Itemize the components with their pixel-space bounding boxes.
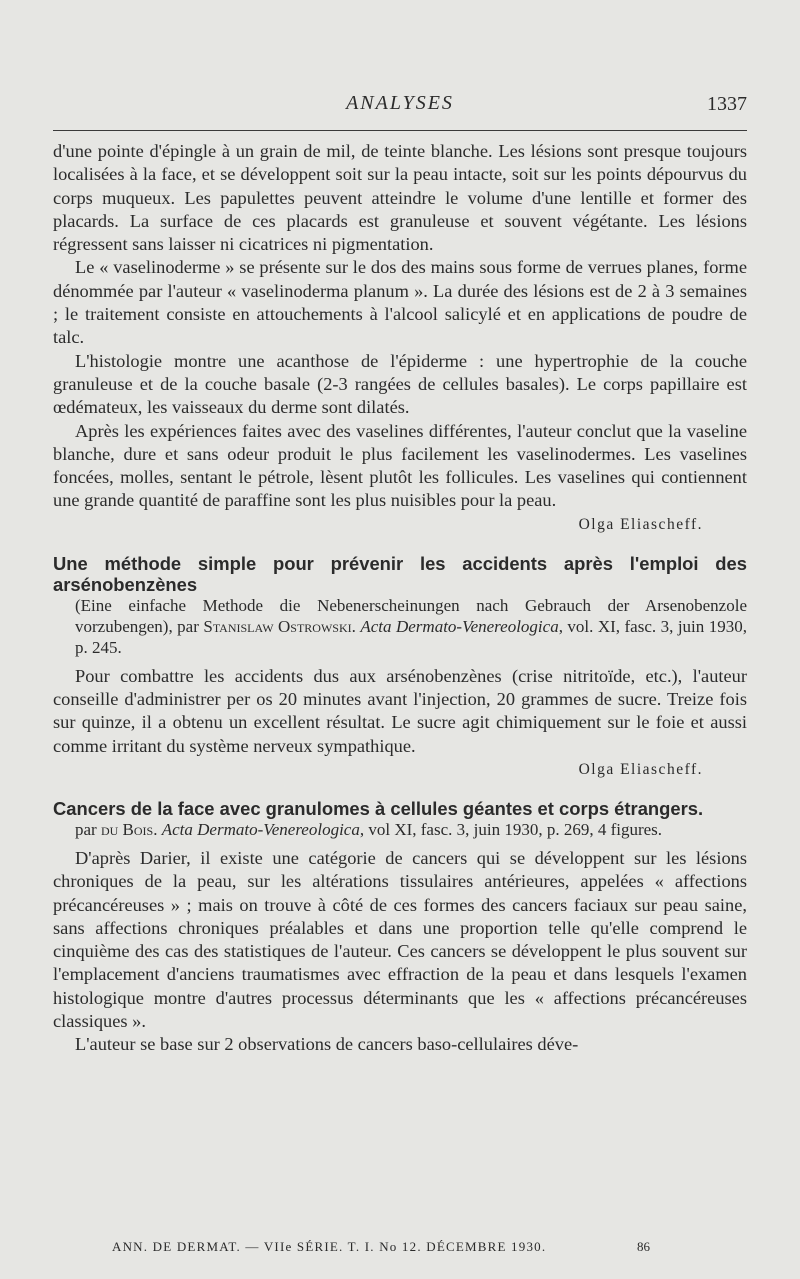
reference-author: Stanislaw Ostrowski. <box>203 616 356 636</box>
reference-suffix: , vol XI, fasc. 3, juin 1930, p. 269, 4 figures. <box>359 819 663 839</box>
reference-prefix: par <box>75 819 97 839</box>
reference-journal: Acta Dermato-Venereologica <box>161 819 360 839</box>
paragraph: L'histologie montre une acanthose de l'épiderme : une hypertrophie de la couche granuleuse et de la couche basale (2-3 rangées de cellules basales). Le corps papillaire est œdémateux, les vaisseaux du derme sont dilatés. <box>53 350 747 418</box>
running-title: ANALYSES <box>346 92 454 114</box>
author-signature: Olga Eliascheff. <box>578 760 703 778</box>
article-arsenobenzenes <box>53 553 747 781</box>
paragraph: L'auteur se base sur 2 observations de cancers baso-cellulaires déve- <box>75 1034 579 1055</box>
page-number: 1337 <box>707 93 747 115</box>
paragraph: Pour combattre les accidents dus aux arsénobenzènes (crise nitritoïde, etc.), l'auteur conseille d'administrer per os 20 minutes avant l'injection, 20 grammes de sucre. Treize fois sur quinze, il a obtenu un excellent résultat. Le sucre agit chimiquement sur le foie et aussi comme irritant du système nerveux sympathique. <box>53 665 747 756</box>
reference-journal: Acta Dermato-Venereologica <box>360 616 559 636</box>
article-reference <box>75 819 747 840</box>
article-title: Cancers de la face avec granulomes à cellules géantes et corps étrangers. <box>53 797 704 819</box>
page-footer <box>112 1239 650 1255</box>
header-rule <box>53 130 747 131</box>
paragraph: d'une pointe d'épingle à un grain de mil, de teinte blanche. Les lésions sont presque toujours localisées à la face, et se développent soit sur la peau intacte, soit sur les points dépourvus du corps muqueux. Les papulettes peuvent atteindre le volume d'une lentille et former des placards. La surface de ces placards est granuleuse et souvent végétante. Les lésions régressent sans laisser ni cicatrices ni pigmentation. <box>53 141 747 255</box>
page-header <box>53 92 747 122</box>
article-continued <box>53 140 747 536</box>
reference-suffix: , vol. XI, fasc. 3, juin 1930, p. 245. <box>75 616 747 657</box>
paragraph: Après les expériences faites avec des vaselines différentes, l'auteur conclut que la vaseline blanche, dure et sans odeur produit le plus facilement les vaselinodermes. Les vaselines foncées, molles, sentant le pétrole, lèsent plutôt les follicules. Les vaselines qui contiennent une grande quantité de paraffine sont les plus nuisibles pour la peau. <box>53 420 747 511</box>
paragraph: Le « vaselinoderme » se présente sur le dos des mains sous forme de verrues planes, forme dénommée par l'auteur « vaselinoderma planum ». La durée des lésions est de 2 à 3 semaines ; le traitement consiste en attouchements à l'alcool salicylé et en applications de poudre de talc. <box>53 257 747 348</box>
reference-author: du Bois. <box>100 819 158 839</box>
article-title: Une méthode simple pour prévenir les accidents après l'emploi des arsénobenzènes <box>53 552 747 595</box>
footer-journal-info: ANN. DE DERMAT. — VIIe SÉRIE. T. I. No 12. DÉCEMBRE 1930. <box>112 1239 547 1254</box>
article-cancers-face <box>53 798 747 1057</box>
reference-prefix: (Eine einfache Methode die Nebenerscheinungen nach Gebrauch der Arsenobenzole vorzubengen), par <box>75 595 747 636</box>
signature-number: 86 <box>637 1239 650 1254</box>
page-content <box>53 140 747 1057</box>
author-signature: Olga Eliascheff. <box>578 515 703 533</box>
paragraph: D'après Darier, il existe une catégorie de cancers qui se développent sur les lésions chroniques de la peau, sur les altérations tissulaires antérieures, appelées « affections précancéreuses » ; mais on trouve à côté de ces formes des cancers faciaux sur peau saine, sans affections chroniques préalables et dans une proportion telle qu'elle comprend le cinquième des cas des statistiques de l'auteur. Ces cancers se développent le plus souvent sur l'emplacement d'anciens traumatismes avec effraction de la peau et dans lesquels l'examen histologique montre d'autres processus déterminants que les « affections précancéreuses classiques ». <box>53 847 747 1032</box>
article-reference <box>75 595 747 658</box>
